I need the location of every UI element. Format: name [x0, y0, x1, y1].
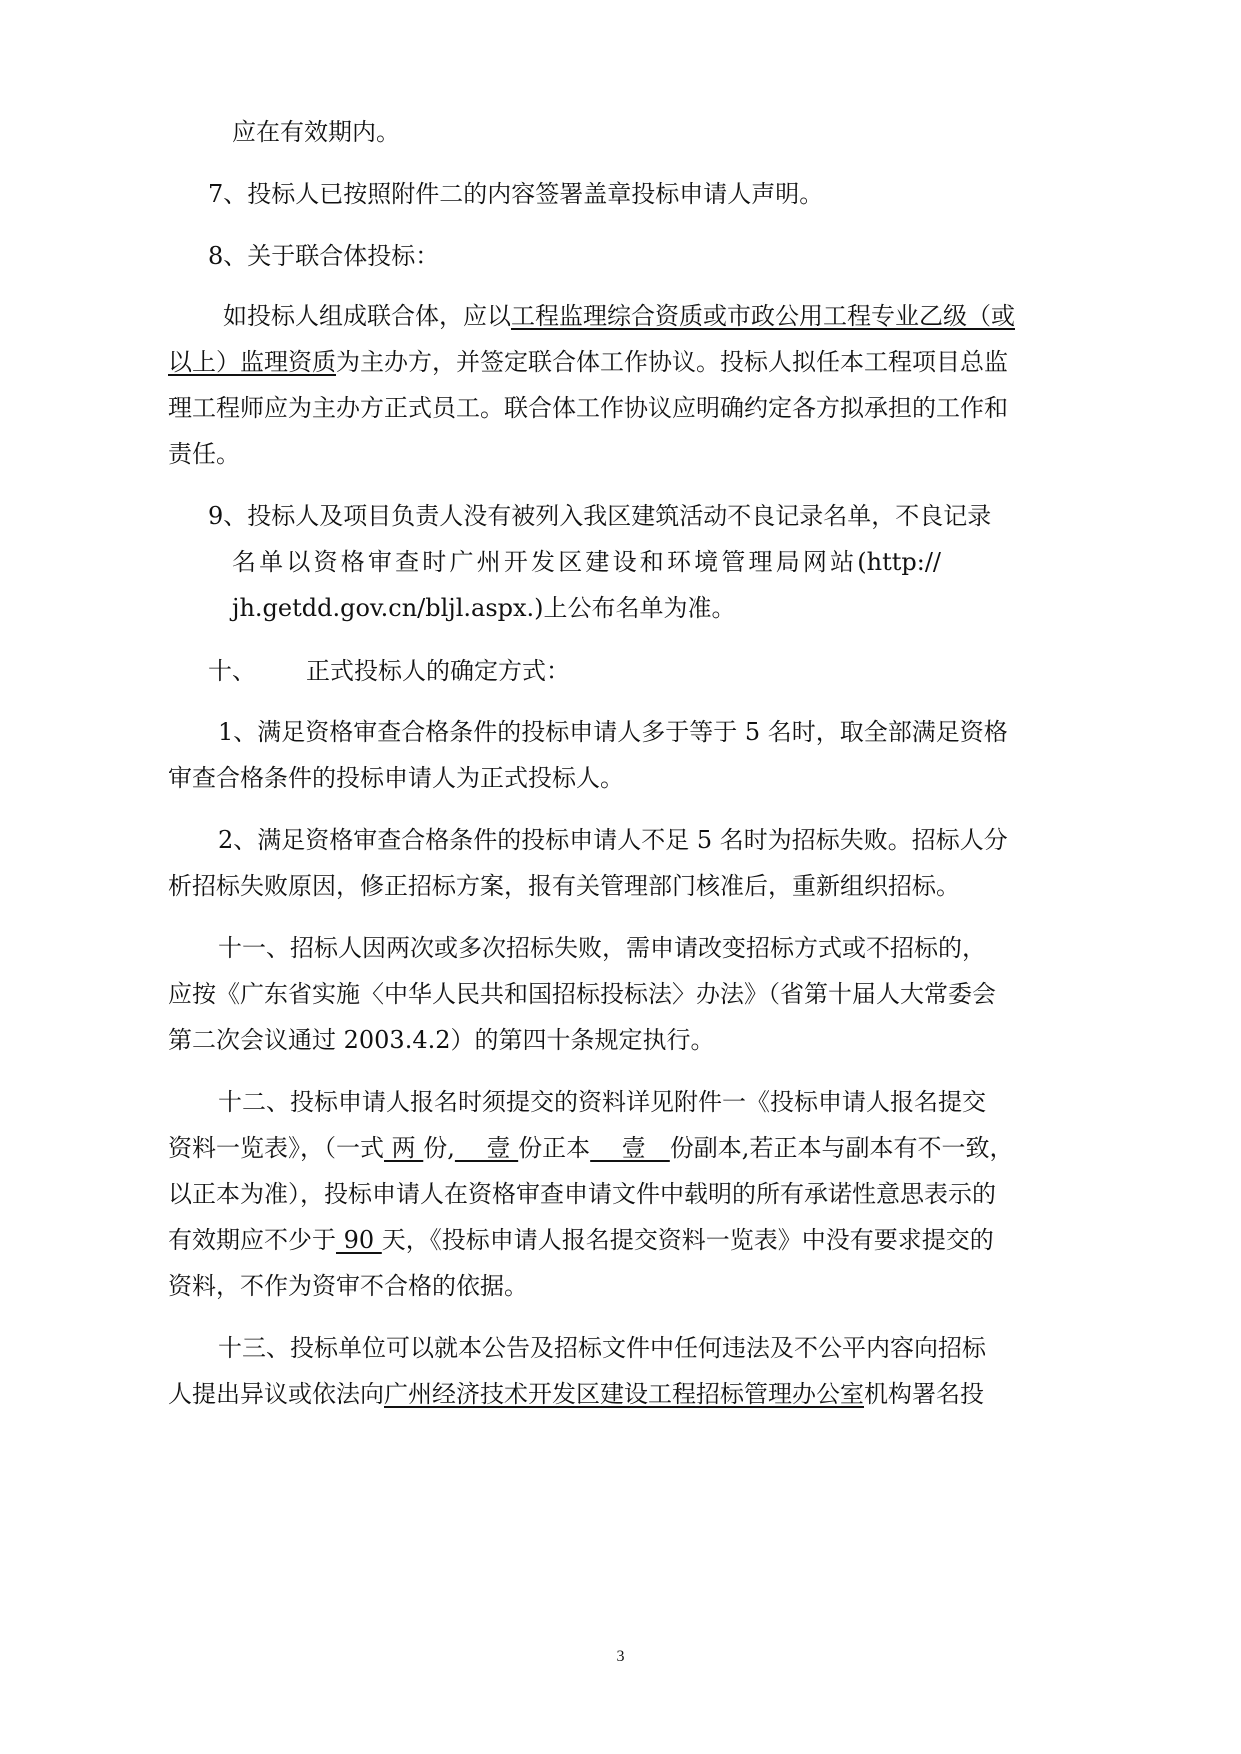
- text-span: 份副本,若正本与副本有不一致，: [669, 1134, 1014, 1162]
- text-span: 人提出异议或依法向: [168, 1380, 384, 1408]
- section-title: 正式投标人的确定方式：: [306, 657, 570, 685]
- paragraph-line: 应按《广东省实施〈中华人民共和国招标投标法〉办法》（省第十届人大常委会: [168, 980, 996, 1008]
- paragraph-line: 名单以资格审查时广州开发区建设和环境管理局网站(http://: [232, 548, 941, 576]
- paragraph-line: 审查合格条件的投标申请人为正式投标人。: [168, 764, 624, 792]
- item-8: 8、关于联合体投标：: [208, 242, 440, 270]
- section-heading: [208, 655, 570, 687]
- paragraph-line: [168, 346, 1008, 378]
- paragraph-line: 应在有效期内。: [232, 118, 400, 146]
- text-span: 份,: [423, 1134, 455, 1162]
- underlined-text: 广州经济技术开发区建设工程招标管理办公室: [384, 1380, 864, 1408]
- duplicate-count: 壹: [590, 1134, 670, 1162]
- item-7: 7、投标人已按照附件二的内容签署盖章投标申请人声明。: [208, 180, 824, 208]
- paragraph-line: [168, 1132, 1014, 1164]
- paragraph-line: 十二、投标申请人报名时须提交的资料详见附件一《投标申请人报名提交: [218, 1088, 986, 1116]
- validity-days: 90: [336, 1226, 382, 1254]
- paragraph-line: 资料，不作为资审不合格的依据。: [168, 1272, 528, 1300]
- section-number: 十、: [208, 657, 256, 685]
- item-9: 9、投标人及项目负责人没有被列入我区建筑活动不良记录名单，不良记录: [208, 502, 992, 530]
- paragraph-line: 第二次会议通过 2003.4.2）的第四十条规定执行。: [168, 1026, 715, 1054]
- paragraph-line: 2、满足资格审查合格条件的投标申请人不足 5 名时为招标失败。招标人分: [218, 826, 1008, 854]
- paragraph-line: 责任。: [168, 440, 240, 468]
- text-span: 资料一览表》，（一式: [168, 1134, 384, 1162]
- text-span: 为主办方，并签定联合体工作协议。投标人拟任本工程项目总监: [336, 348, 1008, 376]
- paragraph-line: [168, 1378, 984, 1410]
- paragraph-line: 理工程师应为主办方正式员工。联合体工作协议应明确约定各方拟承担的工作和: [168, 394, 1008, 422]
- text-span: 份正本: [518, 1134, 591, 1162]
- copies-count: 两: [384, 1134, 424, 1162]
- paragraph-line: [223, 300, 1015, 332]
- paragraph-line: jh.getdd.gov.cn/bljl.aspx.)上公布名单为准。: [232, 594, 736, 622]
- underlined-text: 以上）监理资质: [168, 348, 336, 376]
- page-number: 3: [616, 1648, 625, 1665]
- paragraph-line: 十一、招标人因两次或多次招标失败，需申请改变招标方式或不招标的，: [218, 934, 986, 962]
- paragraph-line: 十三、投标单位可以就本公告及招标文件中任何违法及不公平内容向招标: [218, 1334, 986, 1362]
- text-span: 天，《投标申请人报名提交资料一览表》中没有要求提交的: [381, 1226, 994, 1254]
- text-span: 如投标人组成联合体，应以: [223, 302, 511, 330]
- paragraph-line: 析招标失败原因，修正招标方案，报有关管理部门核准后，重新组织招标。: [168, 872, 960, 900]
- original-count: 壹: [454, 1134, 519, 1162]
- underlined-text: 工程监理综合资质或市政公用工程专业乙级（或: [511, 302, 1015, 330]
- paragraph-line: 以正本为准），投标申请人在资格审查申请文件中载明的所有承诺性意思表示的: [168, 1180, 996, 1208]
- paragraph-line: 1、满足资格审查合格条件的投标申请人多于等于 5 名时，取全部满足资格: [218, 718, 1008, 746]
- paragraph-line: [168, 1224, 994, 1256]
- text-span: 机构署名投: [864, 1380, 984, 1408]
- text-span: 有效期应不少于: [168, 1226, 336, 1254]
